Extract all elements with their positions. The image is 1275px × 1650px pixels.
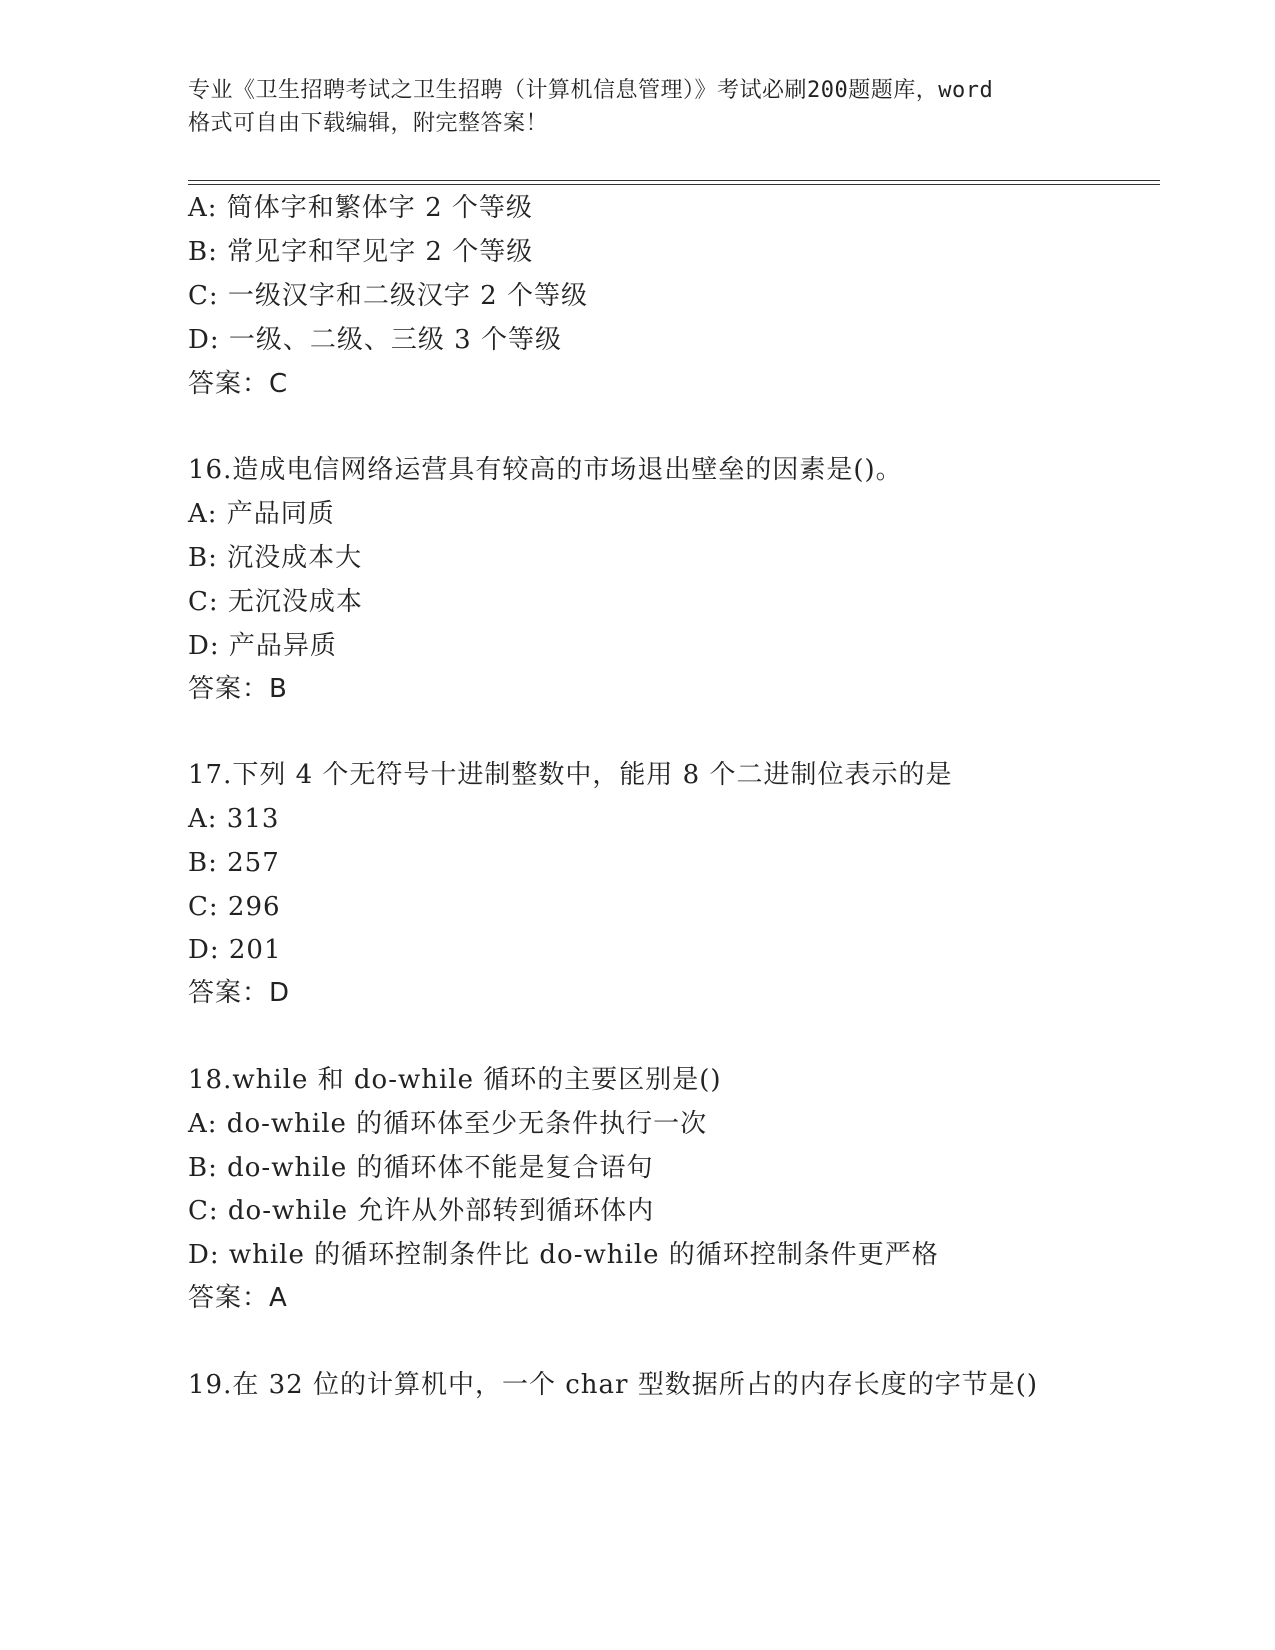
header-divider-bottom [188,184,1160,185]
q18-answer: 答案：A [188,1283,288,1313]
q16-question: 16.造成电信网络运营具有较高的市场退出壁垒的因素是()。 [188,455,903,485]
document-header [188,74,1088,140]
q18-question: 18.while 和 do-while 循环的主要区别是() [188,1065,722,1095]
header-line-2: 格式可自由下载编辑，附完整答案！ [188,111,549,136]
q15-option-d: D: 一级、二级、三级 3 个等级 [188,325,562,355]
q17-option-c: C: 296 [188,892,281,922]
q15-answer: 答案：C [188,369,289,399]
q18-option-b: B: do-while 的循环体不能是复合语句 [188,1153,654,1183]
q16-answer: 答案：B [188,674,288,704]
q16-option-a: A: 产品同质 [188,499,335,529]
q17-option-a: A: 313 [188,804,280,834]
header-line-1: 专业《卫生招聘考试之卫生招聘（计算机信息管理）》考试必刷200题题库，word [188,78,994,103]
q18-option-a: A: do-while 的循环体至少无条件执行一次 [188,1109,708,1139]
header-divider-top [188,180,1160,181]
q16-option-d: D: 产品异质 [188,631,337,661]
q17-question: 17.下列 4 个无符号十进制整数中，能用 8 个二进制位表示的是 [188,760,953,790]
q16-option-c: C: 无沉没成本 [188,587,363,617]
q16-option-b: B: 沉没成本大 [188,543,363,573]
q18-option-c: C: do-while 允许从外部转到循环体内 [188,1196,655,1226]
q15-option-a: A: 简体字和繁体字 2 个等级 [188,193,533,223]
q15-option-c: C: 一级汉字和二级汉字 2 个等级 [188,281,588,311]
q19-question: 19.在 32 位的计算机中，一个 char 型数据所占的内存长度的字节是() [188,1370,1039,1400]
q15-option-b: B: 常见字和罕见字 2 个等级 [188,237,534,267]
q17-answer: 答案：D [188,978,291,1008]
q17-option-b: B: 257 [188,848,280,878]
q17-option-d: D: 201 [188,935,282,965]
q18-option-d: D: while 的循环控制条件比 do-while 的循环控制条件更严格 [188,1240,939,1270]
